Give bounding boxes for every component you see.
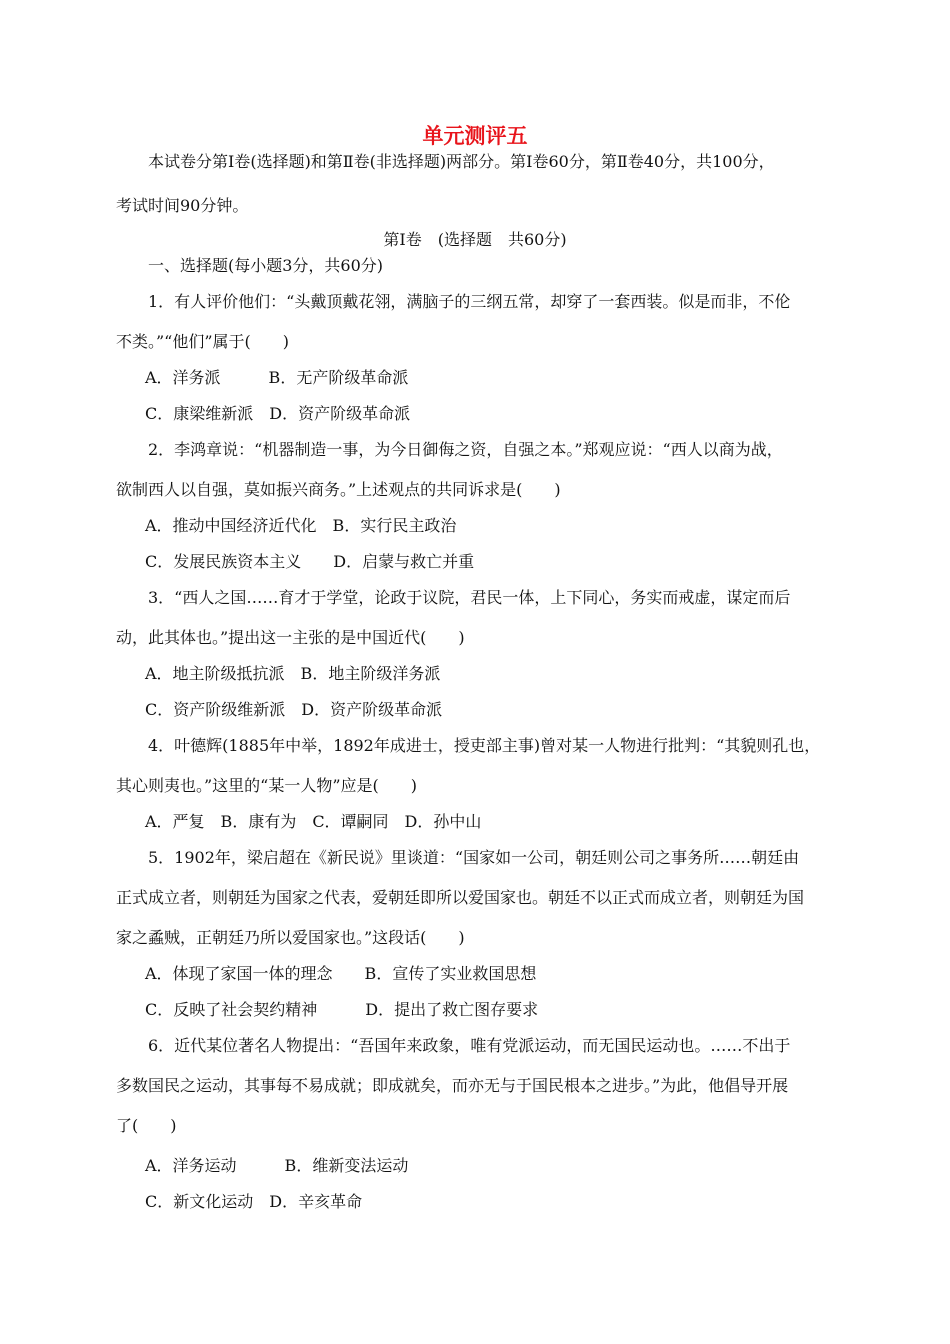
- intro-line-2: 考试时间90分钟。: [116, 196, 249, 215]
- question-5-line-3: 家之蟊贼，正朝廷乃所以爱国家也。”这段话( ): [116, 928, 465, 947]
- question-1-option-row-2: C．康梁维新派 D．资产阶级革命派: [145, 404, 411, 423]
- question-3-option-row-1: A．地主阶级抵抗派 B．地主阶级洋务派: [145, 664, 441, 683]
- question-2-option-row-1: A．推动中国经济近代化 B．实行民主政治: [145, 516, 457, 535]
- question-6-option-row-2: C．新文化运动 D．辛亥革命: [145, 1192, 363, 1211]
- question-5-option-row-1: A．体现了家国一体的理念 B．宣传了实业救国思想: [145, 964, 537, 983]
- question-6-line-1: 6．近代某位著名人物提出：“吾国年来政象，唯有党派运动，而无国民运动也。……不出于: [148, 1036, 791, 1055]
- question-1-option-row-1: A．洋务派 B．无产阶级革命派: [145, 368, 409, 387]
- question-3-line-2: 动，此其体也。”提出这一主张的是中国近代( ): [116, 628, 465, 647]
- intro-line-1: 本试卷分第Ⅰ卷(选择题)和第Ⅱ卷(非选择题)两部分。第Ⅰ卷60分，第Ⅱ卷40分，共100分，: [148, 152, 775, 171]
- document-title: 单元测评五: [422, 124, 528, 148]
- question-5-line-1: 5．1902年，梁启超在《新民说》里谈道：“国家如一公司，朝廷则公司之事务所……朝廷由: [148, 848, 800, 867]
- question-5-option-row-2: C．反映了社会契约精神 D．提出了救亡图存要求: [145, 1000, 539, 1019]
- question-3-line-1: 3．“西人之国……育才于学堂，论政于议院，君民一体，上下同心，务实而戒虚，谋定而后: [148, 588, 791, 607]
- question-2-option-row-2: C．发展民族资本主义 D．启蒙与救亡并重: [145, 552, 475, 571]
- question-4-line-2: 其心则夷也。”这里的“某一人物”应是( ): [116, 776, 418, 795]
- question-4-option-row-1: A．严复 B．康有为 C．谭嗣同 D．孙中山: [145, 812, 482, 831]
- question-3-option-row-2: C．资产阶级维新派 D．资产阶级革命派: [145, 700, 443, 719]
- part-heading: 一、选择题(每小题3分，共60分): [148, 256, 384, 275]
- question-6-option-row-1: A．洋务运动 B．维新变法运动: [145, 1156, 409, 1175]
- question-1-line-1: 1．有人评价他们：“头戴顶戴花翎，满脑子的三纲五常，却穿了一套西装。似是而非，不伦: [148, 292, 791, 311]
- question-2-line-2: 欲制西人以自强，莫如振兴商务。”上述观点的共同诉求是( ): [116, 480, 561, 499]
- question-5-line-2: 正式成立者，则朝廷为国家之代表，爱朝廷即所以爱国家也。朝廷不以正式而成立者，则朝廷为国: [116, 888, 805, 907]
- question-1-line-2: 不类。”“他们”属于( ): [116, 332, 290, 351]
- question-2-line-1: 2．李鸿章说：“机器制造一事，为今日御侮之资，自强之本。”郑观应说：“西人以商为战，: [148, 440, 783, 459]
- section-title: 第Ⅰ卷 (选择题 共60分): [383, 230, 567, 249]
- question-6-line-2: 多数国民之运动，其事每不易成就；即成就矣，而亦无与于国民根本之进步。”为此，他倡导开展: [116, 1076, 789, 1095]
- question-6-line-3: 了( ): [116, 1116, 177, 1135]
- question-4-line-1: 4．叶德辉(1885年中举，1892年成进士，授吏部主事)曾对某一人物进行批判：“其貌则孔也，: [148, 736, 821, 755]
